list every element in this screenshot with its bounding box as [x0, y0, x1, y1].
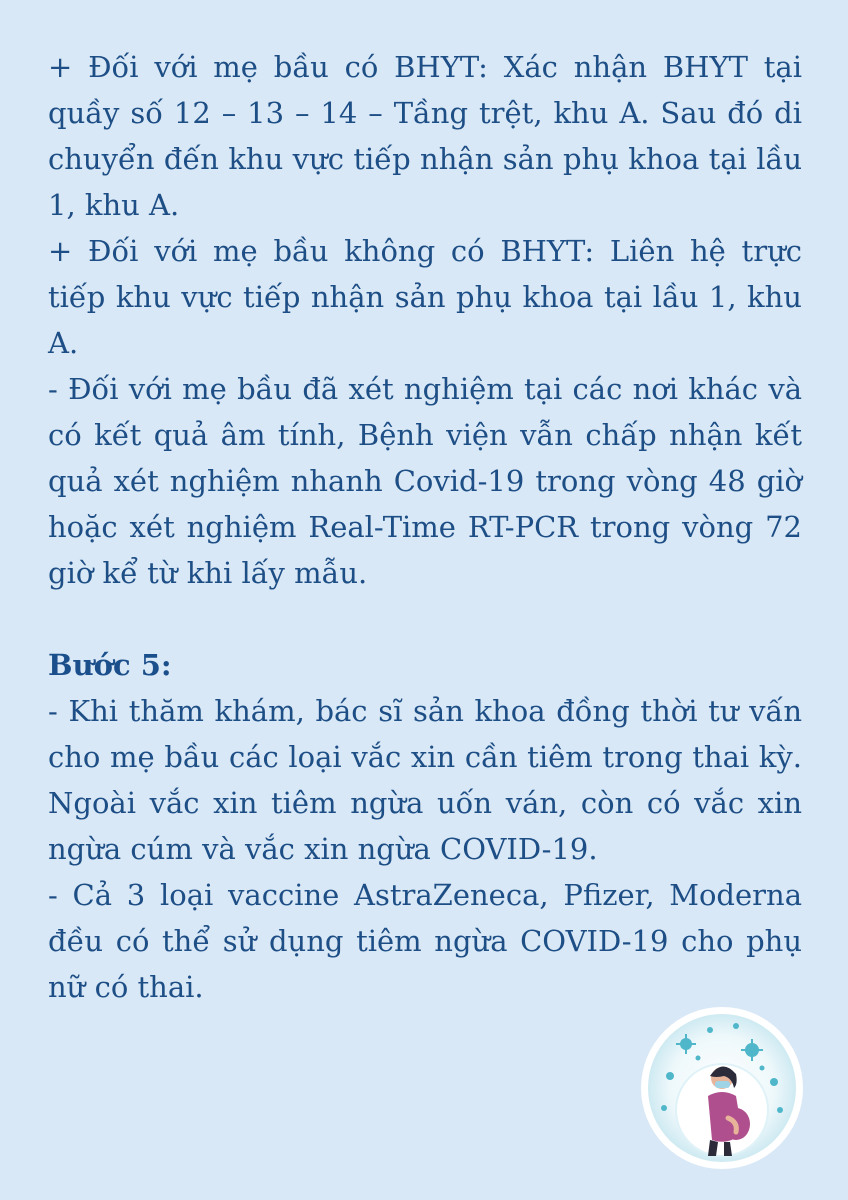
spacer	[48, 596, 802, 642]
document-body	[48, 44, 802, 1010]
paragraph-vaccine-advice: - Khi thăm khám, bác sĩ sản khoa đồng thời tư vấn cho mẹ bầu các loại vắc xin cần tiêm trong thai kỳ. Ngoài vắc xin tiêm ngừa uốn ván, còn có vắc xin ngừa cúm và vắc xin ngừa COVID-19.	[48, 694, 802, 866]
paragraph-vaccine-types: - Cả 3 loại vaccine AstraZeneca, Pfizer, Moderna đều có thể sử dụng tiêm ngừa COVID-19 cho phụ nữ có thai.	[48, 878, 802, 1004]
step5-heading: Bước 5:	[48, 648, 172, 682]
paragraph-bhyt: + Đối với mẹ bầu có BHYT: Xác nhận BHYT tại quầy số 12 – 13 – 14 – Tầng trệt, khu A. Sau đó di chuyển đến khu vực tiếp nhận sản phụ khoa tại lầu 1, khu A.	[48, 50, 802, 222]
paragraph-test-results: - Đối với mẹ bầu đã xét nghiệm tại các nơi khác và có kết quả âm tính, Bệnh viện vẫn chấp nhận kết quả xét nghiệm nhanh Covid-19 trong vòng 48 giờ hoặc xét nghiệm Real-Time RT-PCR trong vòng 72 giờ kể từ khi lấy mẫu.	[48, 372, 802, 590]
pregnant-woman-mask-icon	[640, 1006, 804, 1170]
paragraph-no-bhyt: + Đối với mẹ bầu không có BHYT: Liên hệ trực tiếp khu vực tiếp nhận sản phụ khoa tại lầu 1, khu A.	[48, 234, 802, 360]
